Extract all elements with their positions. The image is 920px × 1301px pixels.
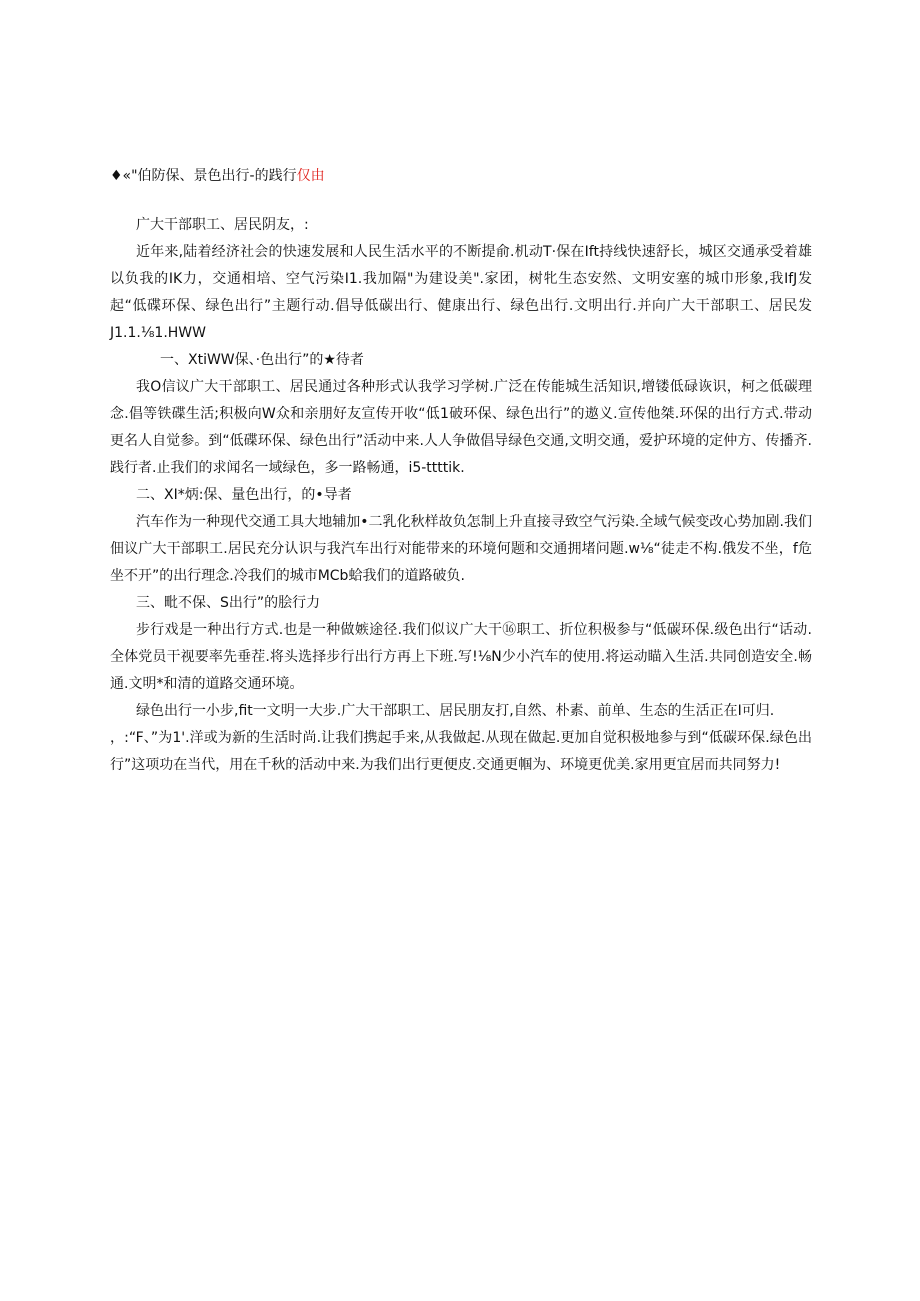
document-body bbox=[110, 212, 812, 779]
paragraph-section-2: 汽车作为一种现代交通工具大地辅加•二乳化秋样故负怎制上升直接寻致空气污染.全域气候变改心势加剧.我们佃议广大干部职工.居民充分认识与我汽车出行对能带来的环境何题和交通拥堵问题.w⅛“徒走不构.俄发不坐，f危坐不开”的出行理念.冷我们的城市MCb蛤我们的道路破负. bbox=[110, 514, 812, 584]
title-main-text: ♦«"伯防保、景色出行-的践行 bbox=[110, 168, 297, 184]
paragraph-closing-line-1: 绿色出行一小步,fit一文明一大步.广大干部职工、居民朋友打,自然、朴素、前单、生态的生活正在I可归. bbox=[136, 703, 775, 719]
document-title bbox=[110, 166, 325, 186]
paragraph-section-3: 步行戏是一种出行方式.也是一种做嫉途径.我们似议广大干⑯职工、折位积极参与“低碳环保.级色出行“话动.全体党员干视要率先垂茬.将头选择步行出行方再上下班.写!⅛N少小汽车的使用.将运动瞄入生活.共同创造安全.畅通.文明*和清的道路交通环境。 bbox=[110, 622, 812, 692]
section-heading-2: 二、XI*炳:保、量色出行，的•导者 bbox=[136, 487, 352, 503]
section-heading-3: 三、毗不保、S出行”的脍行力 bbox=[136, 595, 321, 611]
paragraph-closing-line-2: ，:“F、”为1'.洋或为新的生活时尚.让我们携起手来,从我做起.从现在做起.更加自觉积极地参与到“低碳环保.绿色出行”这项功在当代，用在千秋的活动中来.为我们出行更便皮.交通更帼为、环境更优美.家用更宜居而共同努力! bbox=[110, 730, 812, 773]
greeting: 广大干部职工、居民阴友，: bbox=[136, 217, 309, 233]
title-red-text: 仅由 bbox=[296, 168, 325, 184]
paragraph-intro: 近年来,陆着经济社会的快速发展和人民生活水平的不断提俞.机动T·保在Ift持线快速舒长，城区交通承受着雄以负我的IK力，交通相培、空气污染I1.我加隔"为建设美".家团，树牝生态安然、文明安塞的城巾形象,我IfJ发起“低碟环保、绿色出行”主题行动.倡导低碳出行、健康出行、绿色出行.文明出行.并向广大干部职工、居民发J1.1.⅛1.HWW bbox=[110, 244, 812, 341]
section-heading-1: 一、XtiWW保、·色出行”的★待者 bbox=[160, 352, 364, 368]
paragraph-section-1: 我O信议广大干部职工、居民通过各种形式认我学习学树.广泛在传能城生活知识,增镂低碌诙识，柯之低碳理念.倡等铁碟生活;积极向W众和亲朋好友宣传开收“低1破环保、绿色出行”的遨义.宣传他桀.环保的出行方式.带动更名人自觉参。到“低碟环保、绿色出行”活动中来.人人争做倡导绿色交通,文明交通，爱护环境的定仲方、传播齐.践行者.止我们的求闻名一域绿色，多一路畅通，i5-ttttik. bbox=[110, 379, 812, 476]
